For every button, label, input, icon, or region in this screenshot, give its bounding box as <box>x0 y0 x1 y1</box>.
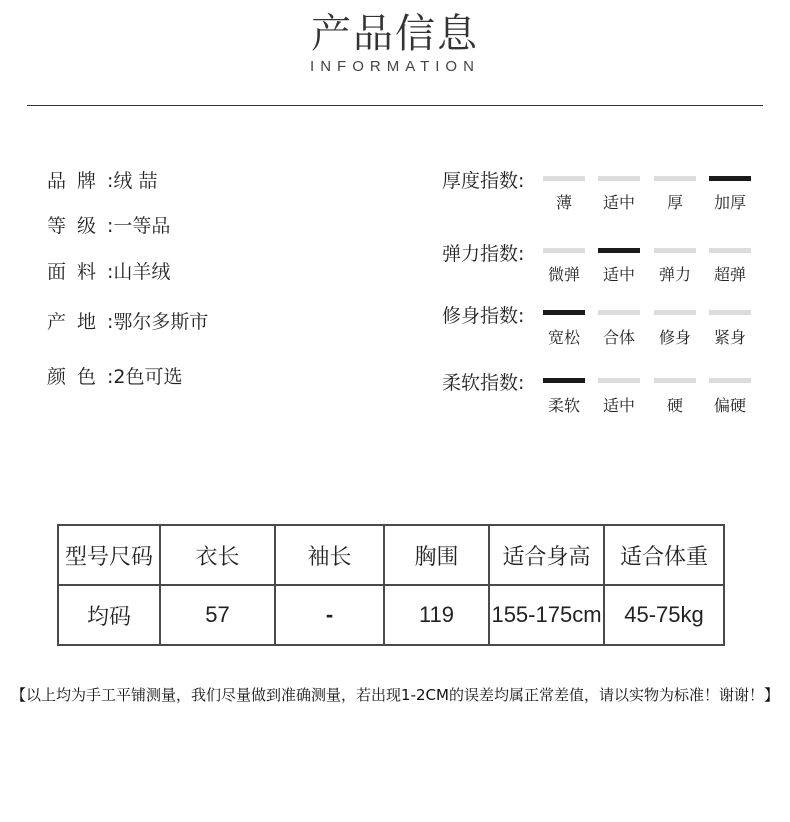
table-header: 衣长 <box>160 525 275 585</box>
page-title: 产品信息 <box>311 11 479 57</box>
index-label-elasticity: 弹力指数: <box>442 243 525 265</box>
header-divider <box>27 105 763 106</box>
info-value: 2色可选 <box>113 366 183 388</box>
index-bar-softness <box>654 378 696 383</box>
info-key: 颜色 <box>47 366 108 388</box>
index-option-fit: 合体 <box>602 328 635 347</box>
index-option-fit: 紧身 <box>713 328 746 347</box>
info-key: 面料 <box>47 261 108 283</box>
index-bar-softness <box>709 378 751 383</box>
index-bar-elasticity <box>543 248 585 253</box>
table-cell: 57 <box>160 585 275 645</box>
index-option-elasticity: 适中 <box>602 265 635 284</box>
info-value: 鄂尔多斯市 <box>113 311 209 333</box>
index-bar-thickness-selected <box>709 176 751 181</box>
page-subtitle: INFORMATION <box>310 58 480 75</box>
index-bar-elasticity <box>709 248 751 253</box>
table-cell: 45-75kg <box>604 585 724 645</box>
index-bar-elasticity-selected <box>598 248 640 253</box>
index-option-softness: 偏硬 <box>713 396 746 415</box>
table-header: 袖长 <box>275 525 384 585</box>
info-key: 产地 <box>47 311 108 333</box>
index-option-fit: 宽松 <box>547 328 580 347</box>
table-cell: 155-175cm <box>489 585 604 645</box>
index-option-thickness: 厚 <box>666 193 683 212</box>
index-option-fit: 修身 <box>658 328 691 347</box>
table-cell: 119 <box>384 585 489 645</box>
table-cell: - <box>275 585 384 645</box>
index-bar-elasticity <box>654 248 696 253</box>
info-value: 山羊绒 <box>113 261 171 283</box>
table-header: 胸围 <box>384 525 489 585</box>
index-label-thickness: 厚度指数: <box>442 170 525 192</box>
index-option-softness: 柔软 <box>547 396 580 415</box>
size-table <box>57 524 725 646</box>
table-header: 适合体重 <box>604 525 724 585</box>
index-label-softness: 柔软指数: <box>442 372 525 394</box>
table-header-row <box>58 525 724 585</box>
index-option-thickness: 加厚 <box>713 193 746 212</box>
index-option-elasticity: 微弹 <box>547 265 580 284</box>
index-bar-softness-selected <box>543 378 585 383</box>
index-option-thickness: 适中 <box>602 193 635 212</box>
index-option-elasticity: 弹力 <box>658 265 691 284</box>
info-row-grade: 等级:一等品 <box>47 215 171 237</box>
index-bar-softness <box>598 378 640 383</box>
index-option-softness: 适中 <box>602 396 635 415</box>
info-key: 等级 <box>47 215 108 237</box>
measurement-note: 【以上均为手工平铺测量，我们尽量做到准确测量，若出现1-2CM的误差均属正常差值，请以实物为标准！谢谢！】 <box>11 686 779 704</box>
index-bar-thickness <box>654 176 696 181</box>
info-row-origin: 产地:鄂尔多斯市 <box>47 311 209 333</box>
index-option-softness: 硬 <box>666 396 683 415</box>
table-header: 适合身高 <box>489 525 604 585</box>
index-option-elasticity: 超弹 <box>713 265 746 284</box>
index-bar-fit <box>598 310 640 315</box>
table-header: 型号尺码 <box>58 525 160 585</box>
info-value: 一等品 <box>113 215 171 237</box>
info-row-fabric: 面料:山羊绒 <box>47 261 171 283</box>
info-row-color: 颜色:2色可选 <box>47 366 183 388</box>
info-value: 绒 喆 <box>113 170 158 192</box>
index-bar-thickness <box>598 176 640 181</box>
index-label-fit: 修身指数: <box>442 305 525 327</box>
info-row-brand: 品牌:绒 喆 <box>47 170 158 192</box>
index-bar-thickness <box>543 176 585 181</box>
index-bar-fit-selected <box>543 310 585 315</box>
info-key: 品牌 <box>47 170 108 192</box>
index-bar-fit <box>709 310 751 315</box>
index-option-thickness: 薄 <box>555 193 572 212</box>
table-row <box>58 585 724 645</box>
table-cell: 均码 <box>58 585 160 645</box>
index-bar-fit <box>654 310 696 315</box>
